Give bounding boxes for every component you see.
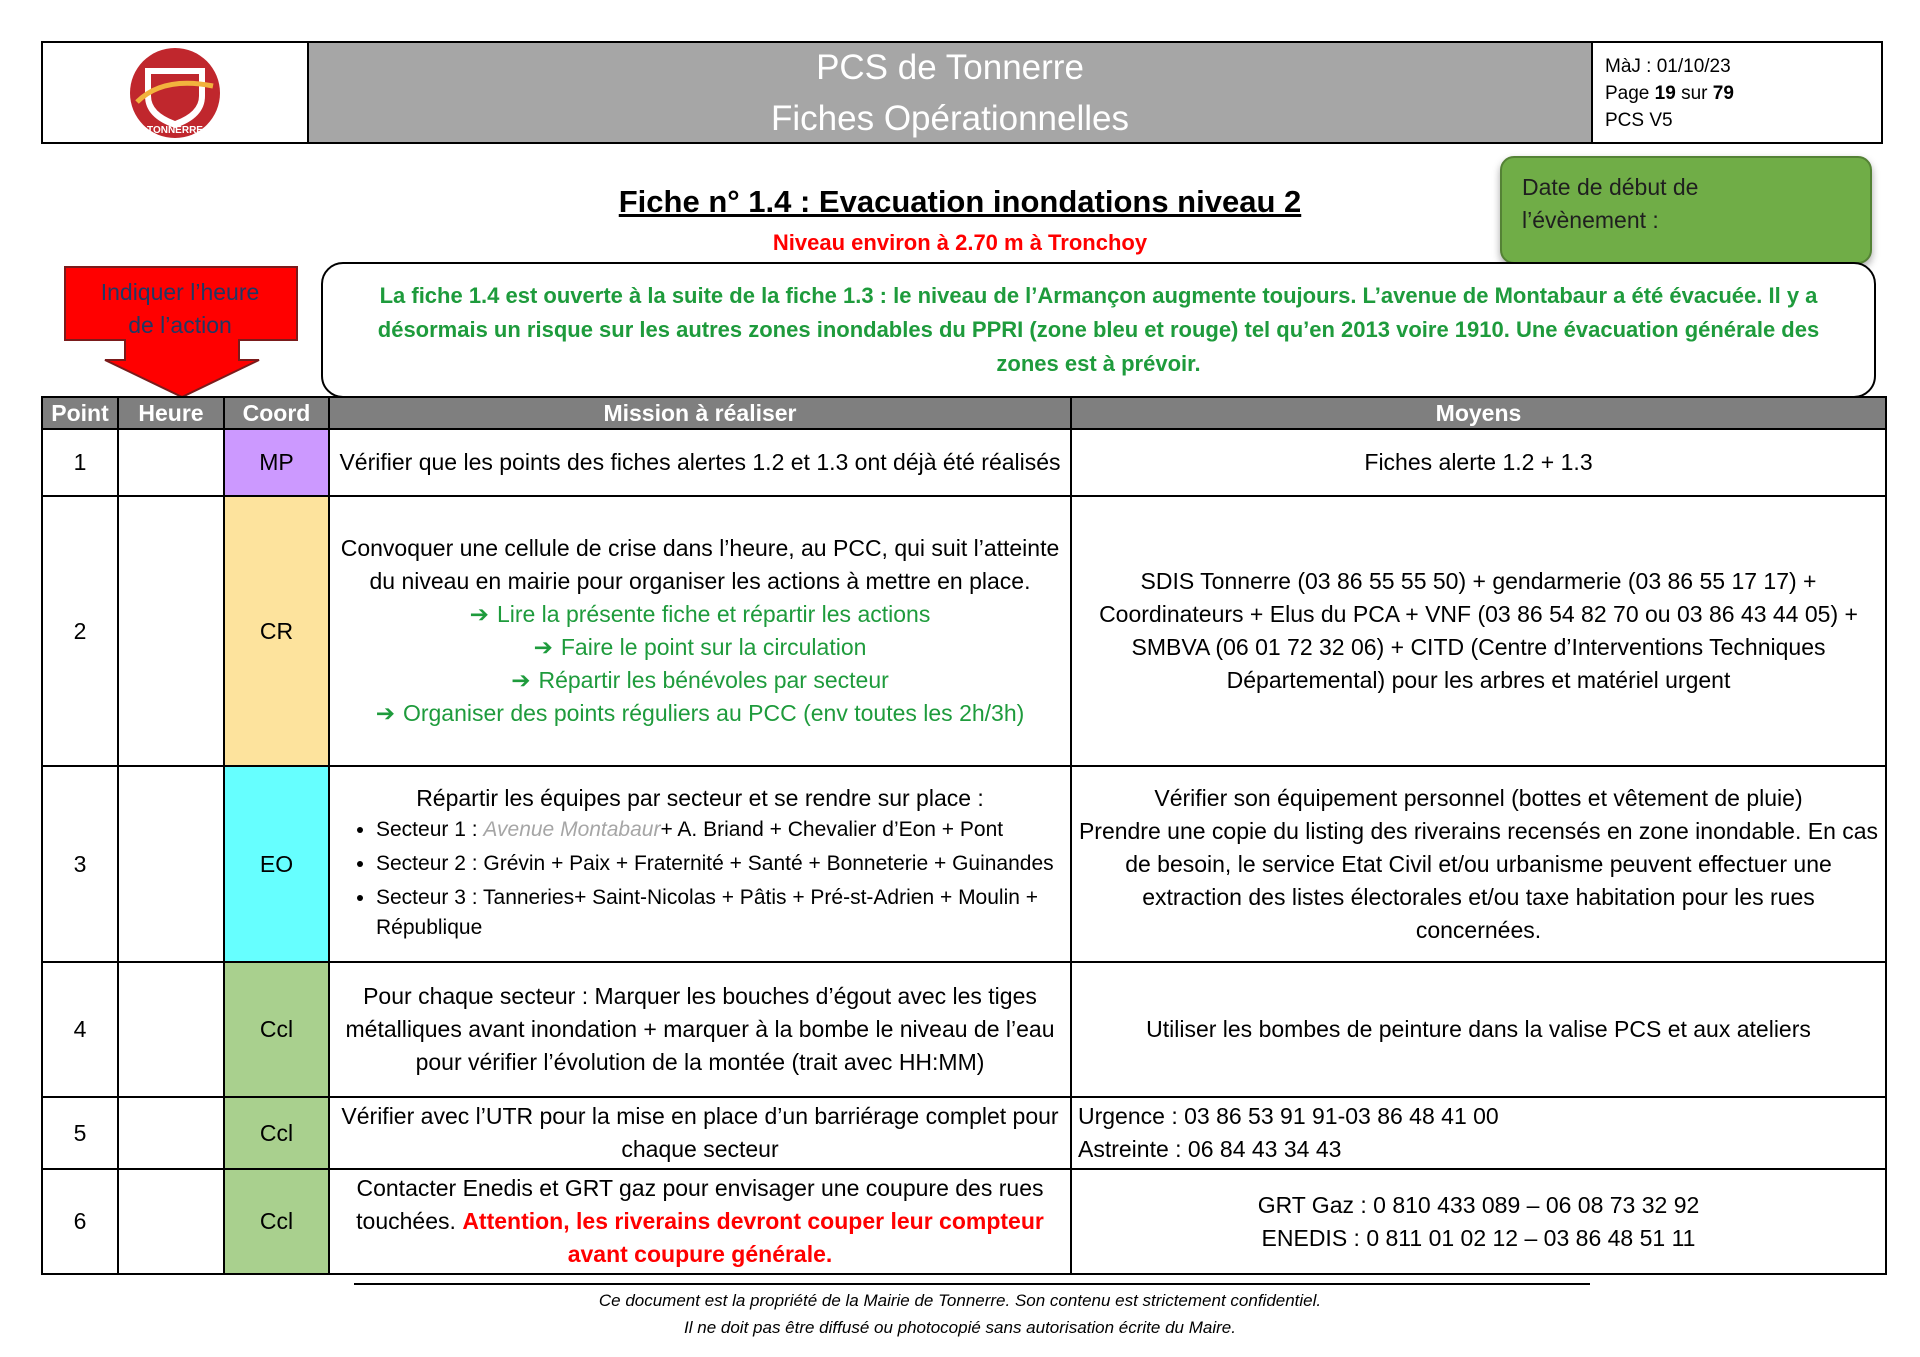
cell-coord: Ccl (224, 1169, 329, 1274)
header-title-line1: PCS de Tonnerre (816, 47, 1084, 87)
cell-moyens (1071, 766, 1886, 962)
cell-moyens: Utiliser les bombes de peinture dans la valise PCS et aux ateliers (1071, 962, 1886, 1097)
cell-mission: Vérifier que les points des fiches alertes 1.2 et 1.3 ont déjà été réalisés (329, 429, 1071, 496)
cell-point: 4 (42, 962, 118, 1097)
arrow-right-icon: ➔ (375, 700, 395, 726)
date-box-line2: l’évènement : (1522, 207, 1659, 233)
page-prefix: Page (1605, 83, 1650, 104)
cell-heure[interactable] (118, 496, 224, 766)
cell-moyens: Fiches alerte 1.2 + 1.3 (1071, 429, 1886, 496)
mission-text: Répartir les équipes par secteur et se rendre sur place : (416, 784, 984, 811)
page-total: 79 (1712, 83, 1734, 104)
table-row (42, 1169, 1886, 1274)
document-header (41, 41, 1883, 144)
cell-mission: Vérifier avec l’UTR pour la mise en place d’un barriérage complet pour chaque secteur (329, 1097, 1071, 1169)
cell-mission (329, 496, 1071, 766)
cell-point: 2 (42, 496, 118, 766)
header-moyens: Moyens (1071, 397, 1886, 429)
footer-line1: Ce document est la propriété de la Mairie de Tonnerre. Son contenu est strictement confidentiel. (598, 1291, 1322, 1310)
intro-box (321, 262, 1876, 398)
header-title-line2: Fiches Opérationnelles (771, 98, 1129, 138)
maj-date: MàJ : 01/10/23 (1605, 56, 1731, 77)
header-heure: Heure (118, 397, 224, 429)
table-row (42, 766, 1886, 962)
cell-point: 5 (42, 1097, 118, 1169)
mission-text: Convoquer une cellule de crise dans l’heure, au PCC, qui suit l’atteinte du niveau en mairie pour organiser les actions à mettre en place. (340, 535, 1060, 594)
page-sep: sur (1681, 83, 1708, 104)
cell-heure[interactable] (118, 962, 224, 1097)
cell-point: 3 (42, 766, 118, 962)
secteur-list (336, 815, 1064, 943)
footer-line2: Il ne doit pas être diffusé ou photocopié sans autorisation écrite du Maire. (684, 1318, 1236, 1337)
cell-heure[interactable] (118, 429, 224, 496)
cell-point: 1 (42, 429, 118, 496)
action-text: Lire la présente fiche et répartir les actions (496, 601, 931, 627)
table-row (42, 962, 1886, 1097)
table-row (42, 429, 1886, 496)
secteur-item: • Secteur 2 : Grévin + Paix + Fraternité + Santé + Bonneterie + Guinandes (376, 849, 1064, 879)
fiche-title: Fiche n° 1.4 : Evacuation inondations niveau 2 (618, 184, 1302, 219)
arrow-right-icon: ➔ (511, 667, 531, 693)
intro-text: La fiche 1.4 est ouverte à la suite de la fiche 1.3 : le niveau de l’Armançon augmente toujours. L’avenue de Montabaur a été évacuée. Il y a désormais un risque sur les autres zones inondables du PPRI (zone bleu et rouge) tel qu’en 2013 voire 1910. Une évacuation générale des zones est à prévoir. (377, 283, 1820, 376)
logo-text: TONNERRE (147, 124, 203, 136)
mission-text: Contacter Enedis et GRT gaz pour envisager une coupure des rues touchées. (356, 1175, 1044, 1234)
cell-moyens (1071, 1169, 1886, 1274)
mission-warning: Attention, les riverains devront couper leur compteur avant coupure générale. (462, 1208, 1044, 1267)
secteur-item: • Secteur 3 : Tanneries+ Saint-Nicolas + Pâtis + Pré-st-Adrien + Moulin + République (376, 883, 1064, 943)
tonnerre-logo-icon (123, 46, 227, 140)
action-item (336, 664, 1064, 697)
arrow-label (67, 276, 293, 342)
cell-coord: EO (224, 766, 329, 962)
header-coord: Coord (224, 397, 329, 429)
action-item (336, 697, 1064, 730)
cell-coord: CR (224, 496, 329, 766)
page-number: 19 (1654, 83, 1676, 104)
cell-coord: MP (224, 429, 329, 496)
fiche-subtitle: Niveau environ à 2.70 m à Tronchoy (772, 230, 1148, 255)
cell-mission (329, 766, 1071, 962)
moyens-line2: Astreinte : 06 84 43 34 43 (1078, 1136, 1342, 1162)
cell-heure[interactable] (118, 766, 224, 962)
moyens-line2: ENEDIS : 0 811 01 02 12 – 03 86 48 51 11 (1261, 1224, 1696, 1251)
cell-heure[interactable] (118, 1097, 224, 1169)
event-start-date-box[interactable] (1500, 156, 1872, 264)
table-header-row (42, 397, 1886, 429)
operations-table (41, 396, 1887, 1275)
cell-moyens: SDIS Tonnerre (03 86 55 55 50) + gendarmerie (03 86 55 17 17) + Coordinateurs + Elus du PCA + VNF (03 86 54 82 70 ou 03 86 43 44 05) + SMBVA (06 01 72 32 06) + CITD (Centre d’Interventions Techniques Départemental) pour les arbres et matériel urgent (1071, 496, 1886, 766)
action-item (336, 631, 1064, 664)
footer-divider (354, 1283, 1590, 1285)
secteur1-italic: Avenue Montabaur (483, 817, 661, 841)
arrow-right-icon: ➔ (533, 634, 553, 660)
action-text: Organiser des points réguliers au PCC (env toutes les 2h/3h) (402, 700, 1025, 726)
cell-heure[interactable] (118, 1169, 224, 1274)
arrow-right-icon: ➔ (469, 601, 489, 627)
secteur1-prefix: Secteur 1 : (376, 817, 484, 841)
arrow-label-line2: de l’action (128, 312, 232, 338)
arrow-label-line1: Indiquer l’heure (100, 279, 260, 305)
cell-point: 6 (42, 1169, 118, 1274)
moyens-line1: GRT Gaz : 0 810 433 089 – 06 08 73 32 92 (1257, 1191, 1700, 1218)
action-item (336, 598, 1064, 631)
secteur-item (376, 815, 1064, 845)
table-row (42, 1097, 1886, 1169)
header-title (309, 43, 1591, 142)
header-point: Point (42, 397, 118, 429)
header-meta (1591, 43, 1881, 142)
moyens-line1: Vérifier son équipement personnel (bottes et vêtement de pluie) (1154, 784, 1803, 811)
moyens-line2: Prendre une copie du listing des riverains recensés en zone inondable. En cas de besoin, le service Etat Civil et/ou urbanisme peuvent effectuer une extraction des listes électorales et/ou taxe habitation pour les rues concernées. (1078, 817, 1879, 943)
table-row (42, 496, 1886, 766)
action-text: Faire le point sur la circulation (560, 634, 867, 660)
cell-moyens (1071, 1097, 1886, 1169)
cell-coord: Ccl (224, 962, 329, 1097)
cell-mission: Pour chaque secteur : Marquer les bouches d’égout avec les tiges métalliques avant inondation + marquer à la bombe le niveau de l’eau pour vérifier l’évolution de la montée (trait avec HH:MM) (329, 962, 1071, 1097)
cell-mission (329, 1169, 1071, 1274)
action-text: Répartir les bénévoles par secteur (538, 667, 889, 693)
page-indicator (1605, 80, 1881, 107)
tonnerre-logo (43, 43, 309, 142)
secteur1-rest: + A. Briand + Chevalier d’Eon + Pont (660, 817, 1004, 841)
moyens-line1: Urgence : 03 86 53 91 91-03 86 48 41 00 (1078, 1103, 1499, 1129)
footer (0, 1287, 1920, 1341)
date-box-line1: Date de début de (1522, 174, 1699, 200)
pcs-version: PCS V5 (1605, 110, 1673, 131)
cell-coord: Ccl (224, 1097, 329, 1169)
header-mission: Mission à réaliser (329, 397, 1071, 429)
